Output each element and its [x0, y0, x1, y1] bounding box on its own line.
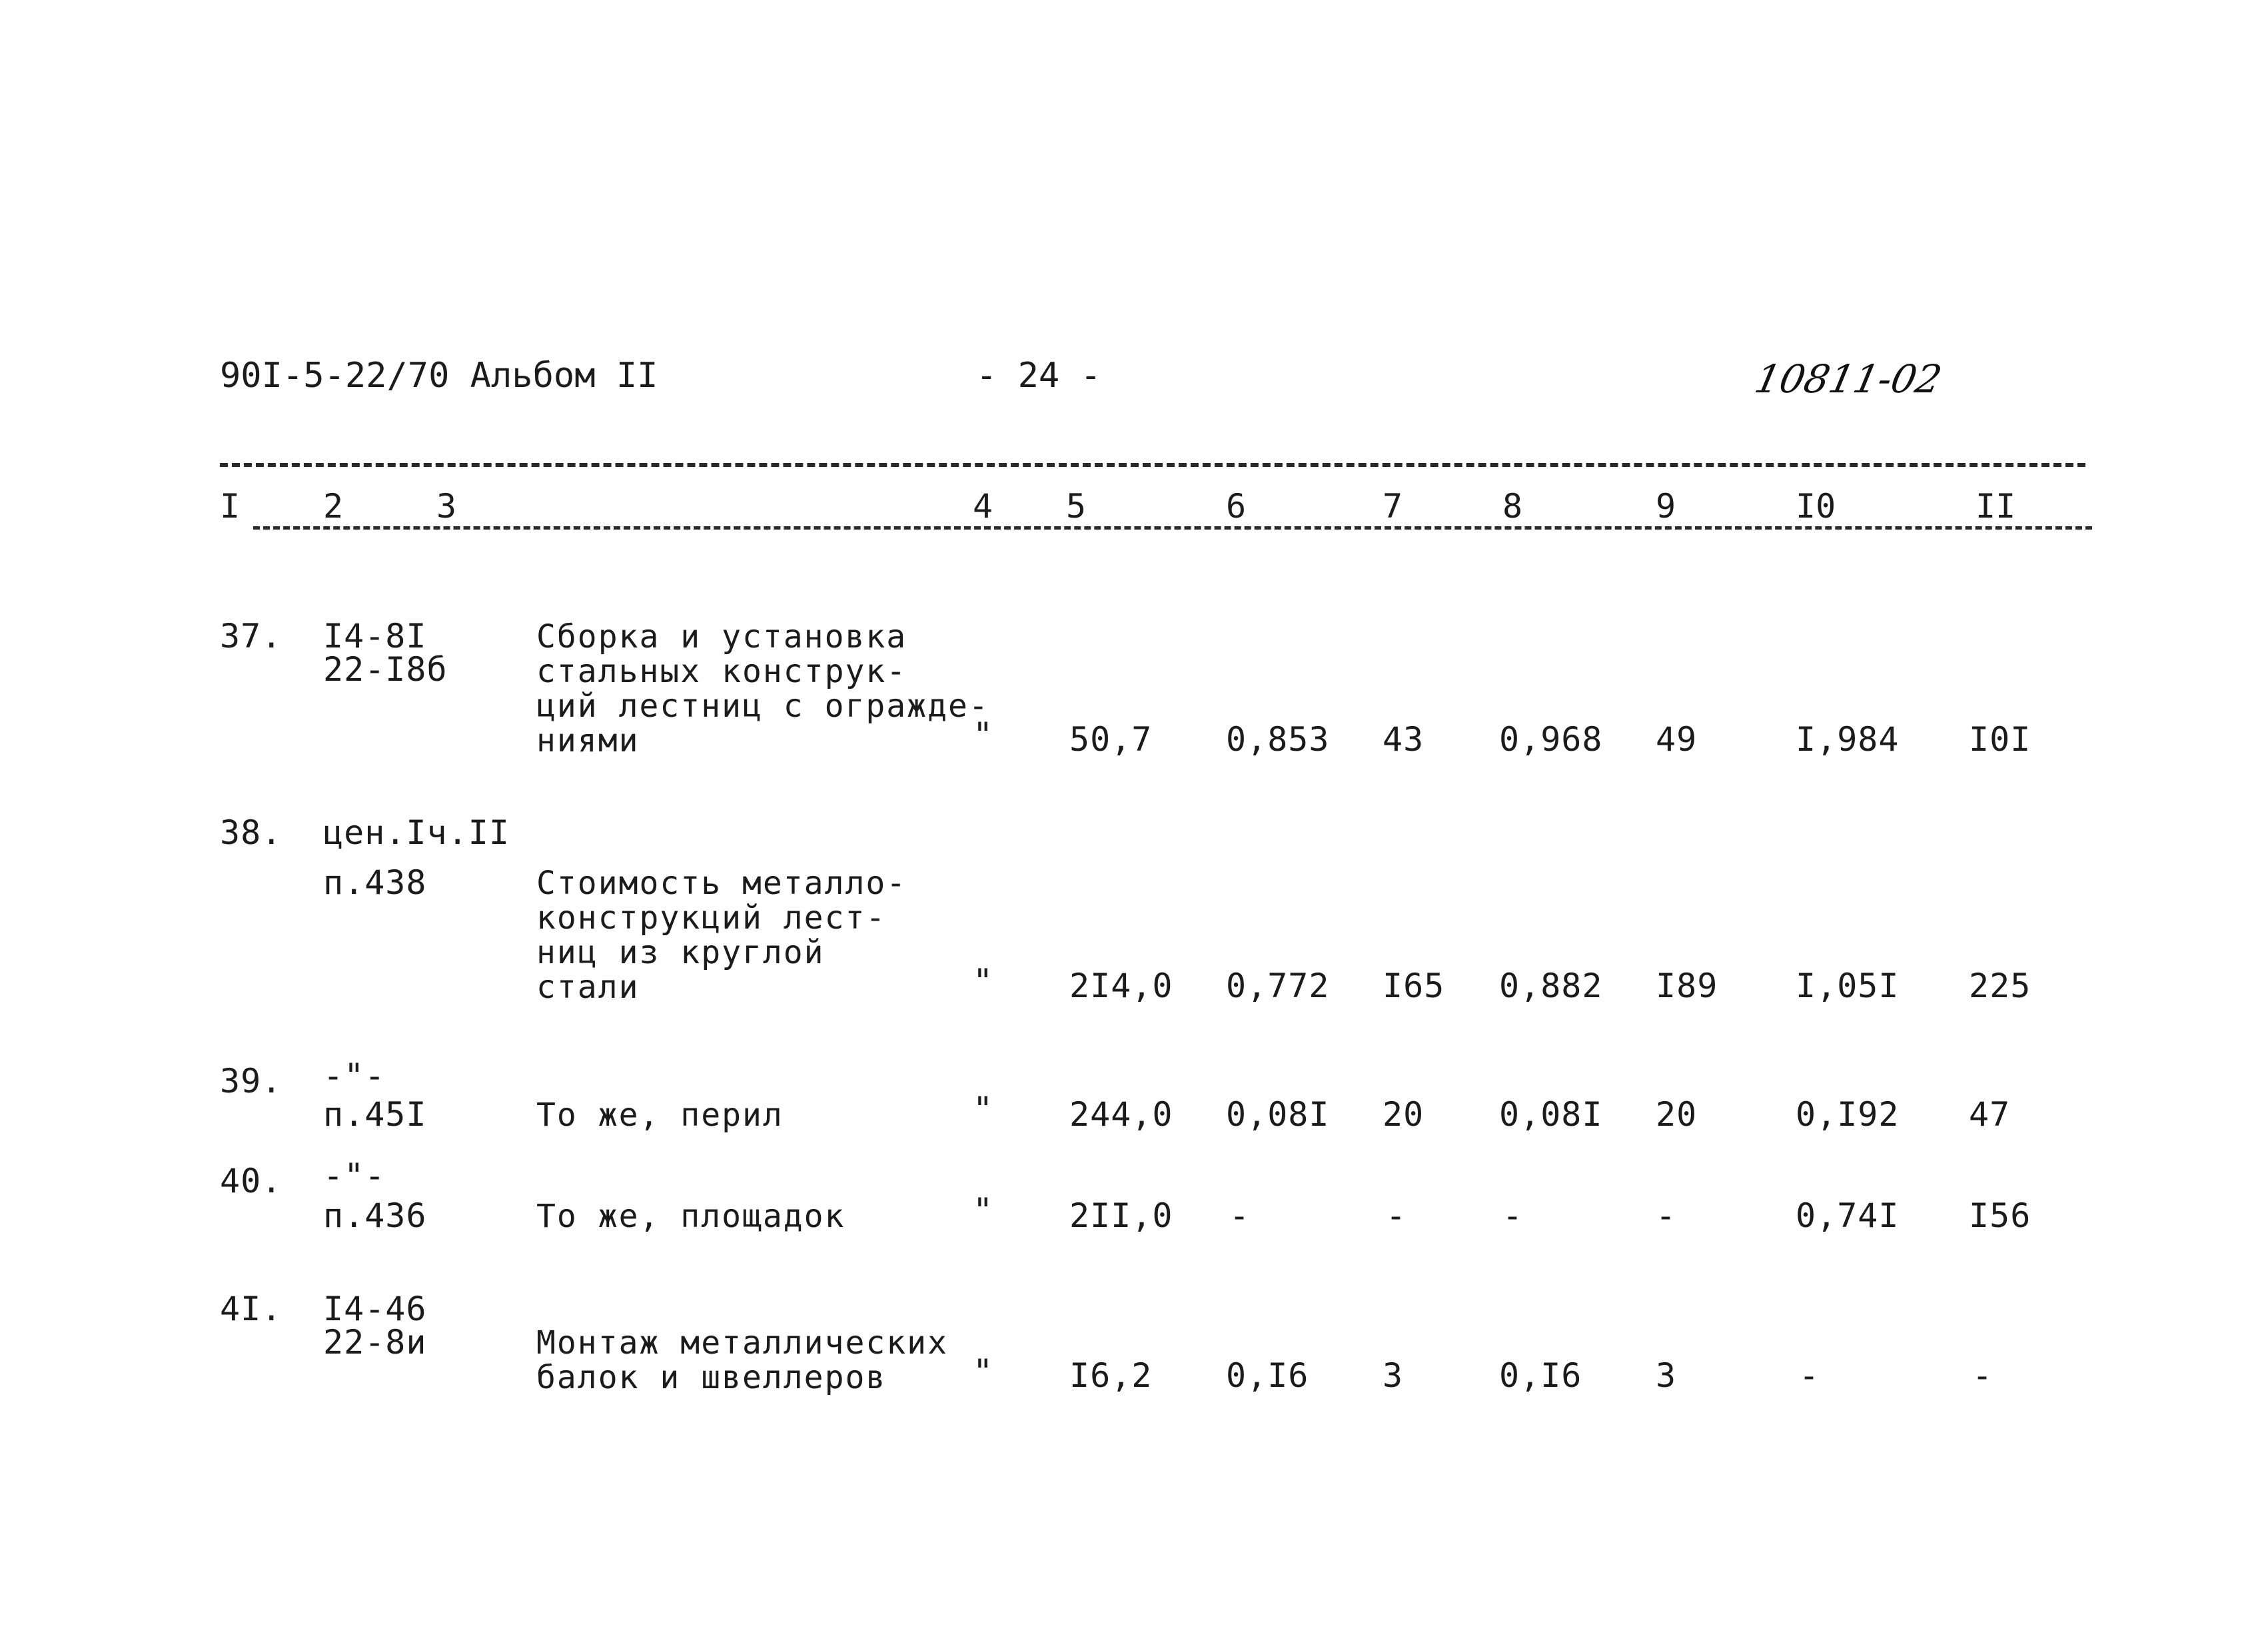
row-code: I4-46 [323, 1290, 427, 1328]
row-code: 22-8и [323, 1323, 427, 1362]
row-number: 40. [220, 1162, 282, 1200]
row-value: 0,I6 [1499, 1356, 1582, 1395]
column-number: 3 [436, 487, 457, 526]
row-value: 0,853 [1226, 720, 1330, 759]
column-number: 2 [323, 487, 344, 526]
column-number: 5 [1066, 487, 1087, 526]
row-number: 4I. [220, 1290, 282, 1328]
row-value: 3 [1656, 1356, 1677, 1395]
column-number: 7 [1383, 487, 1403, 526]
row-value: 0,08I [1226, 1095, 1330, 1134]
row-unit: " [973, 715, 994, 754]
page-number: - 24 - [976, 356, 1101, 396]
row-value: - [1972, 1356, 1993, 1395]
row-value: 0,08I [1499, 1095, 1603, 1134]
document-reference: 90I-5-22/70 Альбом II [220, 356, 658, 396]
row-value: 20 [1383, 1095, 1424, 1134]
row-unit: " [973, 1090, 994, 1128]
row-value: - [1656, 1196, 1677, 1235]
row-value: 0,882 [1499, 967, 1603, 1005]
row-value: - [1502, 1196, 1524, 1235]
row-value: 2II,0 [1069, 1196, 1173, 1235]
row-description-line: Сборка и установка [536, 618, 907, 655]
row-code: 22-I8б [323, 650, 448, 689]
row-description-line: конструкций лест- [536, 899, 887, 937]
column-number: II [1975, 487, 2016, 526]
row-code: цен.Iч.II [323, 813, 510, 852]
row-description-line: ций лестниц с огражде- [536, 687, 989, 725]
row-value: I89 [1656, 967, 1718, 1005]
row-unit: " [973, 962, 994, 1001]
row-description-line: То же, перил [536, 1096, 784, 1134]
row-code: п.45I [323, 1095, 427, 1134]
column-number: I0 [1796, 487, 1836, 526]
row-description-line: балок и швеллеров [536, 1359, 887, 1396]
row-description-line: Стоимость металло- [536, 865, 907, 902]
column-number: 8 [1502, 487, 1523, 526]
row-code: п.436 [323, 1196, 427, 1235]
row-value: 3 [1383, 1356, 1404, 1395]
row-code: -"- [323, 1056, 386, 1095]
row-value: 225 [1969, 967, 2031, 1005]
row-value: - [1386, 1196, 1407, 1235]
row-code: п.438 [323, 863, 427, 902]
row-value: 20 [1656, 1095, 1698, 1134]
header-dashed-underline [253, 526, 2092, 530]
row-value: 47 [1969, 1095, 2011, 1134]
row-description-line: Монтаж металлических [536, 1324, 948, 1362]
row-code: -"- [323, 1156, 386, 1195]
row-code: I4-8I [323, 617, 427, 655]
row-number: 37. [220, 617, 282, 655]
column-number: 6 [1226, 487, 1247, 526]
row-number: 38. [220, 813, 282, 852]
row-description-line: ниями [536, 722, 640, 759]
row-number: 39. [220, 1062, 282, 1100]
column-number: 4 [973, 487, 993, 526]
row-value: 0,968 [1499, 720, 1603, 759]
top-dashed-rule [220, 463, 2085, 467]
row-unit: " [973, 1191, 994, 1230]
row-value: 2I4,0 [1069, 967, 1173, 1005]
row-description-line: То же, площадок [536, 1198, 845, 1235]
row-value: 244,0 [1069, 1095, 1173, 1134]
row-value: I6,2 [1069, 1356, 1153, 1395]
handwritten-stamp: 10811-02 [1750, 356, 1946, 402]
row-value: - [1799, 1356, 1820, 1395]
row-value: 43 [1383, 720, 1424, 759]
row-value: I65 [1383, 967, 1445, 1005]
row-value: 49 [1656, 720, 1698, 759]
column-number: I [220, 487, 241, 526]
row-value: 0,I6 [1226, 1356, 1309, 1395]
row-description-line: стали [536, 969, 640, 1006]
row-description-line: стальных конструк- [536, 653, 907, 690]
row-value: I0I [1969, 720, 2031, 759]
row-value: 0,772 [1226, 967, 1330, 1005]
row-description-line: ниц из круглой [536, 934, 825, 971]
row-unit: " [973, 1352, 994, 1391]
row-value: 0,I92 [1796, 1095, 1900, 1134]
row-value: 50,7 [1069, 720, 1153, 759]
row-value: I,05I [1796, 967, 1900, 1005]
row-value: 0,74I [1796, 1196, 1900, 1235]
row-value: I,984 [1796, 720, 1900, 759]
row-value: I56 [1969, 1196, 2031, 1235]
column-number: 9 [1656, 487, 1676, 526]
row-value: - [1229, 1196, 1251, 1235]
